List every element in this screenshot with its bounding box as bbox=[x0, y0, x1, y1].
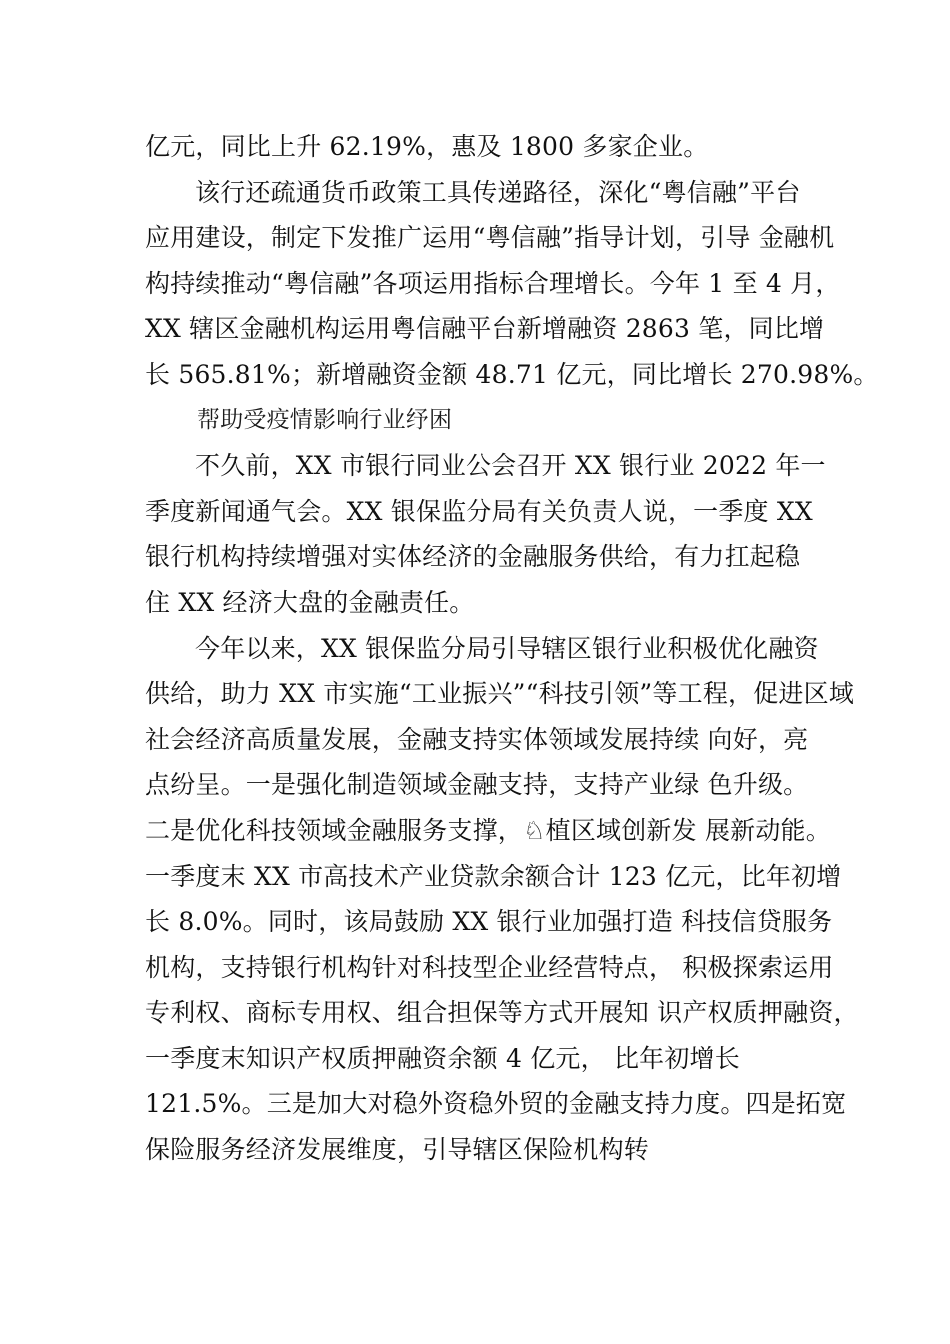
text-line: 社会经济高质量发展，金融支持实体领域发展持续 向好，亮 bbox=[145, 724, 809, 754]
text-line: 二是优化科技领域金融服务支撑，♘植区域创新发 展新动能。 bbox=[145, 815, 831, 845]
text-line: 专利权、商标专用权、组合担保等方式开展知 识产权质押融资， bbox=[145, 998, 859, 1028]
text-line: 一季度末 XX 市高技术产业贷款余额合计 123 亿元，比年初增 bbox=[145, 861, 842, 891]
text-line: 亿元，同比上升 62.19%，惠及 1800 多家企业。 bbox=[145, 132, 709, 161]
text-line: 一季度末知识产权质押融资余额 4 亿元， 比年初增长 bbox=[145, 1043, 740, 1073]
text-line: 应用建设，制定下发推广运用“粤信融”指导计划，引导 金融机 bbox=[145, 223, 835, 253]
text-line: 住 XX 经济大盘的金融责任。 bbox=[145, 587, 475, 617]
text-line: 该行还疏通货币政策工具传递路径，深化“粤信融”平台 bbox=[195, 177, 801, 207]
text-line: 121.5%。三是加大对稳外资稳外贸的金融支持力度。四是拓宽 bbox=[145, 1089, 847, 1119]
text-line: 机构，支持银行机构针对科技型企业经营特点， 积极探索运用 bbox=[145, 952, 834, 982]
text-line: 保险服务经济发展维度，引导辖区保险机构转 bbox=[145, 1135, 650, 1165]
text-line: 长 8.0%。同时，该局鼓励 XX 银行业加强打造 科技信贷服务 bbox=[145, 907, 833, 937]
text-line: 供给，助力 XX 市实施“工业振兴”“科技引领”等工程，促进区域 bbox=[145, 679, 855, 709]
text-line: 构持续推动“粤信融”各项运用指标合理增长。今年 1 至 4 月， bbox=[145, 268, 841, 298]
text-line: 今年以来，XX 银保监分局引导辖区银行业积极优化融资 bbox=[195, 633, 819, 663]
body-text bbox=[145, 124, 879, 1173]
text-line: 季度新闻通气会。XX 银保监分局有关负责人说，一季度 XX bbox=[145, 496, 813, 526]
text-line: 点纷呈。一是强化制造领域金融支持，支持产业绿 色升级。 bbox=[145, 770, 809, 800]
text-line: 不久前，XX 市银行同业公会召开 XX 银行业 2022 年一 bbox=[195, 451, 826, 481]
text-line: 长 565.81%；新增融资金额 48.71 亿元，同比增长 270.98%。 bbox=[145, 359, 879, 389]
section-heading: 帮助受疫情影响行业纾困 bbox=[197, 406, 453, 433]
text-line: XX 辖区金融机构运用粤信融平台新增融资 2863 笔，同比增 bbox=[145, 314, 825, 344]
text-line: 银行机构持续增强对实体经济的金融服务供给，有力扛起稳 bbox=[145, 542, 801, 572]
